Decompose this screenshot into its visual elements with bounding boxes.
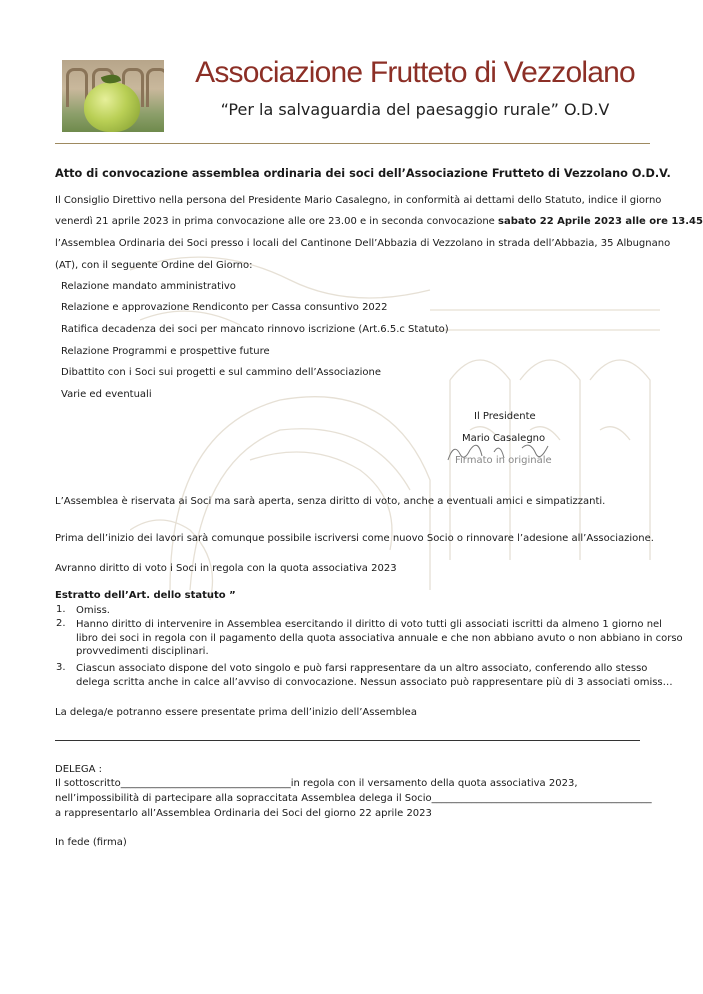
signature-label: In fede (firma) xyxy=(55,837,127,848)
document-heading: Atto di convocazione assemblea ordinaria dei soci dell’Associazione Frutteto di Vezzolano O.D.V. xyxy=(55,167,671,180)
registration-note: Prima dell’inizio dei lavori sarà comunque possibile iscriversi come nuovo Socio o rinnovare l’adesione all’Associazione. xyxy=(55,533,654,544)
extract-line: libro dei soci in regola con il pagamento della quota associativa annuale e che non abbiano avuto o non abbiano in corso xyxy=(76,633,683,644)
association-logo xyxy=(62,60,164,132)
association-title: Associazione Frutteto di Vezzolano xyxy=(195,56,635,89)
statute-extract-heading: Estratto dell’Art. dello statuto ” xyxy=(55,590,236,601)
header-divider xyxy=(55,143,650,144)
proxy-deadline-note: La delega/e potranno essere presentate prima dell’inizio dell’Assemblea xyxy=(55,707,417,718)
intro-line-2-text: venerdì 21 aprile 2023 in prima convocazione alle ore 23.00 e in seconda convocazione xyxy=(55,216,499,227)
agenda-item: Ratifica decadenza dei soci per mancato rinnovo iscrizione (Art.6.5.c Statuto) xyxy=(61,324,449,335)
intro-line-1: Il Consiglio Direttivo nella persona del Presidente Mario Casalegno, in conformità ai dettami dello Statuto, indice il giorno xyxy=(55,195,662,206)
extract-line: Hanno diritto di intervenire in Assemblea esercitando il diritto di voto tutti gli associati iscritti da almeno 1 giorno nel xyxy=(76,619,662,630)
signed-original-note: Firmato in originale xyxy=(455,455,552,466)
apple-image xyxy=(84,82,140,132)
extract-number: 1. xyxy=(56,604,66,615)
intro-line-4: (AT), con il seguente Ordine del Giorno: xyxy=(55,260,253,271)
extract-line: Omiss. xyxy=(76,605,110,616)
extract-line: provvedimenti disciplinari. xyxy=(76,646,209,657)
second-convocation-date: sabato 22 Aprile 2023 alle ore 13.45 xyxy=(498,216,703,227)
proxy-line-1: Il sottoscritto__________________________________in regola con il versamento della quota associativa 2023, xyxy=(55,778,578,789)
assembly-access-note: L’Assemblea è riservata ai Soci ma sarà aperta, senza diritto di voto, anche a eventuali amici e simpatizzanti. xyxy=(55,496,606,507)
cut-line xyxy=(55,740,640,741)
agenda-item: Relazione e approvazione Rendiconto per Cassa consuntivo 2022 xyxy=(61,302,388,313)
extract-line: delega scritta anche in calce all’avviso di convocazione. Nessun associato può rappresentare più di 3 associati omiss… xyxy=(76,677,673,688)
extract-number: 3. xyxy=(56,662,66,673)
president-name: Mario Casalegno xyxy=(462,433,546,444)
extract-number: 2. xyxy=(56,618,66,629)
voting-rights-note: Avranno diritto di voto i Soci in regola con la quota associativa 2023 xyxy=(55,563,397,574)
proxy-line-3: a rappresentarlo all’Assemblea Ordinaria dei Soci del giorno 22 aprile 2023 xyxy=(55,808,432,819)
proxy-line-2: nell’impossibilità di partecipare alla sopraccitata Assemblea delega il Socio____________________________________________ xyxy=(55,793,652,804)
president-title: Il Presidente xyxy=(474,411,536,422)
association-subtitle: “Per la salvaguardia del paesaggio rurale” O.D.V xyxy=(220,100,610,119)
agenda-item: Varie ed eventuali xyxy=(61,389,152,400)
agenda-item: Relazione mandato amministrativo xyxy=(61,281,236,292)
intro-line-3: l’Assemblea Ordinaria dei Soci presso i locali del Cantinone Dell’Abbazia di Vezzolano in strada dell’Abbazia, 35 Albugnano xyxy=(55,238,671,249)
agenda-item: Dibattito con i Soci sui progetti e sul cammino dell’Associazione xyxy=(61,367,381,378)
intro-line-2 xyxy=(55,215,703,228)
agenda-item: Relazione Programmi e prospettive future xyxy=(61,346,270,357)
proxy-heading: DELEGA : xyxy=(55,764,103,775)
extract-line: Ciascun associato dispone del voto singolo e può farsi rappresentare da un altro associato, conferendo allo stesso xyxy=(76,663,648,674)
